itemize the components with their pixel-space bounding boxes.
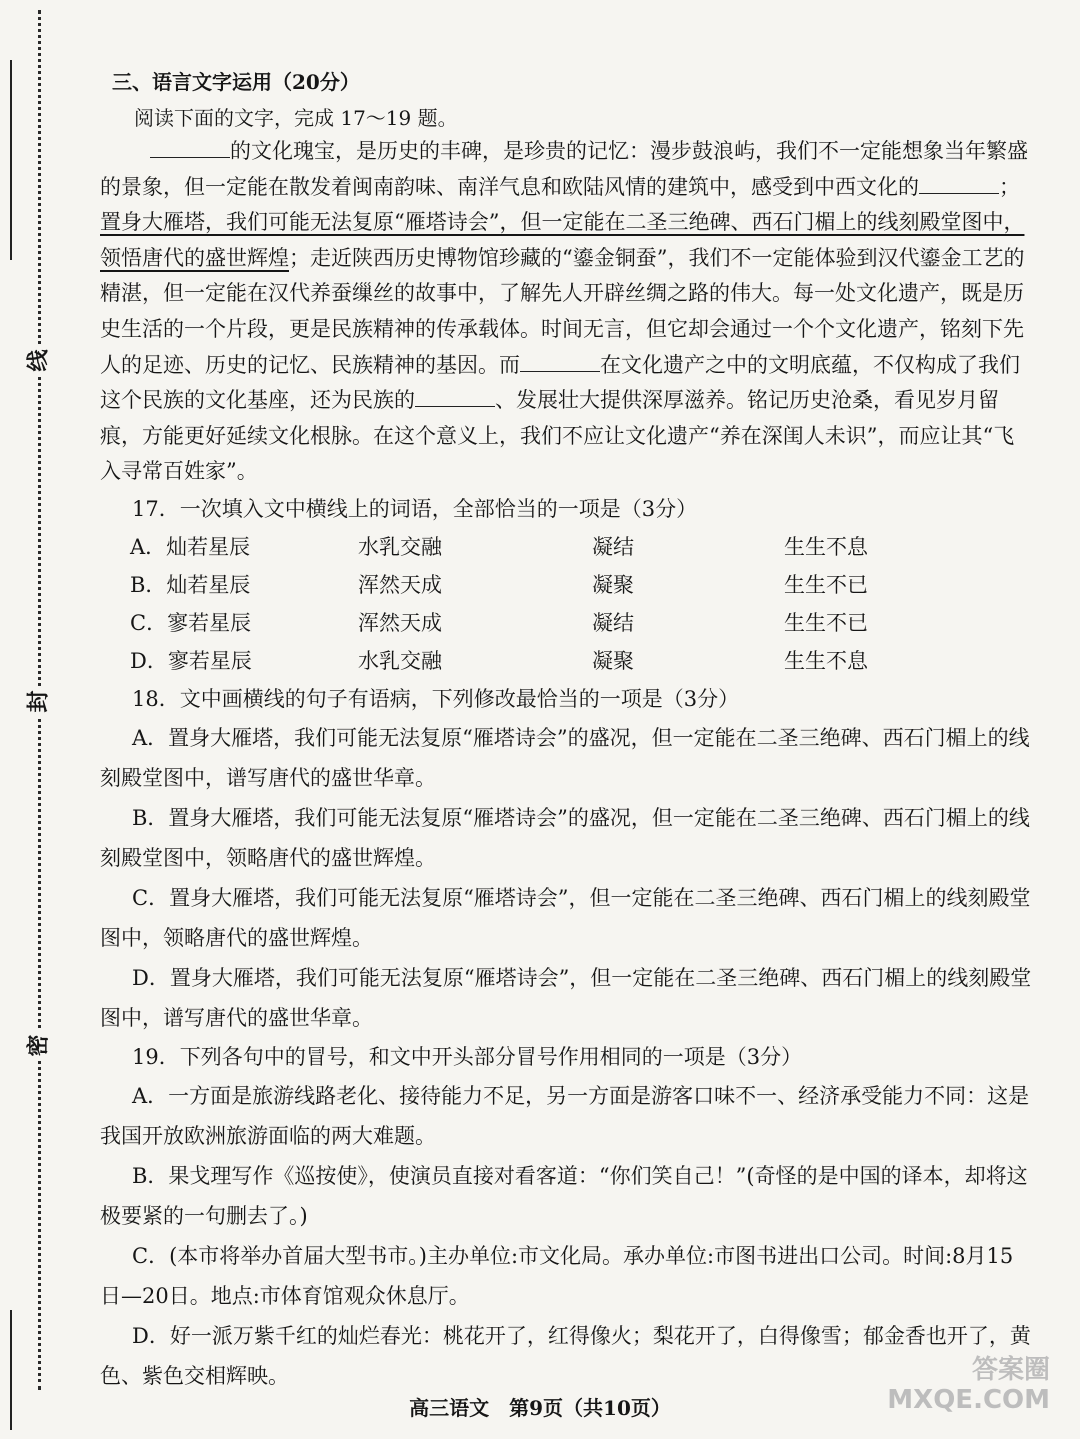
q17-option-a: [130, 528, 1034, 566]
q19-option-a: A．一方面是旅游线路老化、接待能力不足，另一方面是游客口味不一、经济承受能力不同：这是我国开放欧洲旅游面临的两大难题。: [100, 1083, 1030, 1148]
q17-option-c: [130, 604, 1034, 642]
q18-option-a: A．置身大雁塔，我们可能无法复原“雁塔诗会”的盛况，但一定能在二圣三绝碑、西石门楣上的线刻殿堂图中，谱写唐代的盛世华章。: [100, 725, 1030, 790]
option-word: 凝结: [592, 534, 634, 559]
option-word: 水乳交融: [358, 648, 442, 673]
q17-option-b: [130, 566, 1034, 604]
q17-stem: 17．一次填入文中横线上的词语，全部恰当的一项是（3分）: [132, 496, 698, 521]
underlined-sentence: 置身大雁塔，我们可能无法复原“雁塔诗会”，但一定能在二圣三绝碑、西石门楣上的线刻殿堂图中，领悟唐代的盛世辉煌: [100, 210, 1025, 270]
passage-part-1: 是历史的丰碑，是珍贵的记忆：漫步鼓浪屿，我们不一定能想象: [356, 139, 944, 163]
q19-option-c: C．(本市将举办首届大型书市。)主办单位:市文化局。承办单位:市图书进出口公司。时间:8月15日—20日。地点:市体育馆观众休息厅。: [100, 1243, 1014, 1308]
passage-part-5: ；走近陕西历史博物馆珍藏的“鎏金铜蚕”，我们不一定能体验到汉代鎏金工艺的精湛，但一定能在汉代养蚕缫丝的故事中，了解先人开辟丝绸之路的伟大。每一处文化遗产，既是历史生活的一个片段，更是民族精神的传承载体。时间无言，但它却会通过一个个文化遗产，铭刻下先人的足迹、历史的记忆、民族精神的基因。而: [100, 245, 1025, 377]
q17-option-d: [130, 642, 1034, 680]
option-word: 生生不息: [784, 534, 868, 559]
blank-4: [415, 386, 495, 407]
option-word: 水乳交融: [358, 534, 442, 559]
q19-option-b: B．果戈理写作《巡按使》，使演员直接对看客道：“你们笑自己！”(奇怪的是中国的译本，却将这极要紧的一句删去了。): [100, 1163, 1028, 1228]
passage-part-3: 当年繁盛的景象，但一定能在散发着闽南韵味、南洋气息和欧陆风情的建筑中，感受到中西文化的: [100, 139, 1028, 199]
passage-part-6: 在文化遗产之中的文明底蕴，不仅构成了我们这个民族的文化基座，还为民族的: [100, 352, 1020, 413]
watermark-line-2: MXQE.COM: [887, 1385, 1050, 1415]
binding-label-mi: 密: [22, 1031, 53, 1061]
option-word: 凝聚: [592, 648, 634, 673]
reading-passage: [100, 134, 1034, 490]
option-word: 生生不已: [784, 610, 868, 635]
option-word: 凝结: [592, 610, 634, 635]
option-word: 浑然天成: [358, 610, 442, 635]
q18-stem: 18．文中画横线的句子有语病，下列修改最恰当的一项是（3分）: [132, 686, 740, 711]
passage-part-7: 、发展壮大提供深厚滋养。铭记历史沧桑，看见岁月留痕，方能更好延续文化根脉。在这个意义上，我们不应让文化遗产“养在深闺人未识”，而应让其“飞入寻常百姓家”。: [100, 388, 1015, 484]
option-word: 生生不息: [784, 648, 868, 673]
option-word: 凝聚: [592, 572, 634, 597]
option-word: C．寥若星辰: [130, 610, 252, 635]
option-word: B．灿若星辰: [130, 572, 251, 597]
watermark-line-1: 答案圈: [971, 1355, 1050, 1385]
blank-1: [150, 137, 230, 158]
margin-solid-line: [10, 60, 12, 260]
q18-option-c: C．置身大雁塔，我们可能无法复原“雁塔诗会”，但一定能在二圣三绝碑、西石门楣上的线刻殿堂图中，领略唐代的盛世辉煌。: [100, 885, 1031, 950]
blank-3: [520, 351, 600, 372]
option-word: D．寥若星辰: [130, 648, 252, 673]
exam-content: [84, 62, 1034, 1396]
q18-option-d: D．置身大雁塔，我们可能无法复原“雁塔诗会”，但一定能在二圣三绝碑、西石门楣上的线刻殿堂图中，谱写唐代的盛世华章。: [100, 965, 1032, 1030]
watermark-logo: [887, 1355, 1050, 1415]
option-word: 浑然天成: [358, 572, 442, 597]
page-footer: 高三语文 第9页（共10页）: [409, 1396, 671, 1420]
binding-margin: [0, 0, 80, 1439]
blank-2: [919, 173, 999, 194]
passage-part-4: ；: [999, 174, 1020, 199]
binding-label-feng: 封: [22, 687, 53, 717]
instruction: 阅读下面的文字，完成 17～19 题。: [134, 106, 458, 130]
passage-part-2: 的文化瑰宝，: [230, 139, 356, 163]
section-title: 三、语言文字运用（20分）: [112, 70, 360, 94]
option-word: A．灿若星辰: [130, 534, 251, 559]
q18-option-b: B．置身大雁塔，我们可能无法复原“雁塔诗会”的盛况，但一定能在二圣三绝碑、西石门楣上的线刻殿堂图中，领略唐代的盛世辉煌。: [100, 805, 1030, 870]
binding-label-xian: 线: [22, 346, 53, 376]
option-word: 生生不已: [784, 572, 868, 597]
q19-stem: 19．下列各句中的冒号，和文中开头部分冒号作用相同的一项是（3分）: [132, 1044, 803, 1069]
q19-option-d: D．好一派万紫千红的灿烂春光：桃花开了，红得像火；梨花开了，白得像雪；郁金香也开了，黄色、紫色交相辉映。: [100, 1323, 1031, 1388]
